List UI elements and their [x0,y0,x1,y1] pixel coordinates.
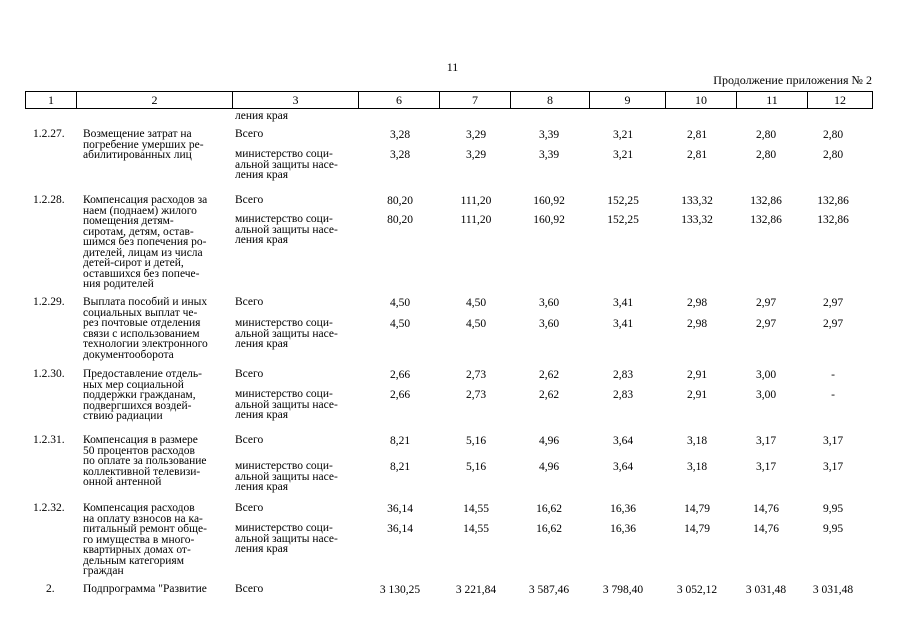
value-cell: 3,18 [686,461,708,473]
value-cell: 4,96 [538,461,560,473]
header-col-9: 9 [590,92,666,109]
value-cell: 3,18 [686,435,708,447]
value-cell: 3,21 [612,129,634,141]
row-code: 2. [46,583,55,595]
header-col-10: 10 [666,92,737,109]
value-cell: 132,86 [817,214,849,226]
value-cell: 2,91 [686,369,708,381]
row-name: Компенсация в размере 50 процентов расходов по оплате за пользование коллективной телевизи- онной антенной [83,434,207,488]
value-cell: 3,60 [538,297,560,309]
value-cell: 5,16 [465,461,487,473]
value-cell: 2,97 [755,297,777,309]
row-total-label: Всего [235,583,264,595]
row-code: 1.2.29. [33,296,65,308]
value-cell: 3 130,25 [379,584,421,596]
value-cell: 3 031,48 [812,584,854,596]
value-cell: 3,17 [755,461,777,473]
value-cell: 3,39 [538,149,560,161]
value-cell: 2,80 [822,129,844,141]
value-cell: 3,29 [465,149,487,161]
header-col-2: 2 [77,92,233,109]
value-cell: 2,73 [465,369,487,381]
value-cell: 2,80 [755,149,777,161]
table-header [25,91,873,109]
value-cell: 3,64 [612,461,634,473]
row-executor-label: министерство соци- альной защиты насе- ления края [235,388,338,421]
row-executor-label: министерство соци- альной защиты насе- ления края [235,148,338,181]
value-cell: 4,50 [465,297,487,309]
value-cell: 160,92 [533,214,565,226]
value-cell: 2,80 [822,149,844,161]
value-cell: 36,14 [387,503,413,515]
value-cell: 2,80 [755,129,777,141]
row-executor-label: министерство соци- альной защиты насе- ления края [235,317,338,350]
value-cell: - [831,369,835,381]
value-cell: 3,00 [755,369,777,381]
value-cell: 80,20 [387,214,413,226]
value-cell: 2,83 [612,389,634,401]
value-cell: 132,86 [750,214,782,226]
row-name: Возмещение затрат на погребение умерших ре- абилитированных лиц [83,128,204,161]
carryover-executor: ления края [235,110,289,122]
value-cell: 3,28 [389,149,411,161]
value-cell: 2,83 [612,369,634,381]
row-total-label: Всего [235,368,264,380]
row-code: 1.2.32. [33,502,65,514]
value-cell: 8,21 [389,461,411,473]
value-cell: 2,91 [686,389,708,401]
value-cell: 2,81 [686,129,708,141]
value-cell: 2,81 [686,149,708,161]
value-cell: 2,66 [389,369,411,381]
value-cell: 4,50 [465,318,487,330]
value-cell: 3,17 [822,461,844,473]
row-total-label: Всего [235,128,264,140]
row-code: 1.2.30. [33,368,65,380]
value-cell: 2,97 [755,318,777,330]
value-cell: 3,17 [822,435,844,447]
value-cell: 9,95 [822,523,844,535]
value-cell: 3 031,48 [745,584,787,596]
row-name: Выплата пособий и иных социальных выплат че- рез почтовые отделения связи с использованием технологии электронного документооборота [83,296,208,361]
value-cell: 3,41 [612,297,634,309]
value-cell: 36,14 [387,523,413,535]
header-col-6: 6 [359,92,440,109]
continuation-note: Продолжение приложения № 2 [713,73,872,87]
row-executor-label: министерство соци- альной защиты насе- ления края [235,522,338,555]
row-executor-label: министерство соци- альной защиты насе- ления края [235,213,338,246]
value-cell: 111,20 [460,195,492,207]
row-total-label: Всего [235,502,264,514]
row-executor-label: министерство соци- альной защиты насе- ления края [235,460,338,493]
value-cell: 4,50 [389,318,411,330]
value-cell: 14,79 [684,503,710,515]
page-number: 11 [446,60,459,74]
row-name: Подпрограмма "Развитие [83,583,207,595]
value-cell: 16,62 [536,523,562,535]
row-total-label: Всего [235,296,264,308]
row-code: 1.2.27. [33,128,65,140]
value-cell: 16,36 [610,523,636,535]
value-cell: 3 798,40 [602,584,644,596]
value-cell: 133,32 [681,195,713,207]
header-col-8: 8 [511,92,590,109]
value-cell: 152,25 [607,195,639,207]
header-col-1: 1 [26,92,77,109]
value-cell: 14,76 [753,503,779,515]
value-cell: 14,79 [684,523,710,535]
value-cell: 160,92 [533,195,565,207]
value-cell: 14,76 [753,523,779,535]
value-cell: 3,21 [612,149,634,161]
value-cell: 2,73 [465,389,487,401]
value-cell: 111,20 [460,214,492,226]
row-code: 1.2.31. [33,434,65,446]
row-total-label: Всего [235,194,264,206]
value-cell: 3,28 [389,129,411,141]
value-cell: 3,60 [538,318,560,330]
value-cell: 3,29 [465,129,487,141]
value-cell: 14,55 [463,503,489,515]
value-cell: 152,25 [607,214,639,226]
value-cell: 2,98 [686,318,708,330]
value-cell: 3 587,46 [528,584,570,596]
value-cell: 3,00 [755,389,777,401]
value-cell: 3,41 [612,318,634,330]
value-cell: 132,86 [750,195,782,207]
value-cell: 8,21 [389,435,411,447]
value-cell: 3 221,84 [455,584,497,596]
value-cell: 2,66 [389,389,411,401]
row-total-label: Всего [235,434,264,446]
value-cell: 3,64 [612,435,634,447]
value-cell: 3,17 [755,435,777,447]
value-cell: 2,62 [538,369,560,381]
row-name: Предоставление отдель- ных мер социальной поддержки гражданам, подвергшихся воздей- ствию радиации [83,368,202,422]
header-col-7: 7 [440,92,511,109]
value-cell: 3,39 [538,129,560,141]
value-cell: 2,97 [822,297,844,309]
value-cell: 16,62 [536,503,562,515]
row-code: 1.2.28. [33,194,65,206]
value-cell: 9,95 [822,503,844,515]
value-cell: 16,36 [610,503,636,515]
value-cell: - [831,389,835,401]
value-cell: 14,55 [463,523,489,535]
row-name: Компенсация расходов на оплату взносов на ка- питальный ремонт обще- го имущества в много- квартирных домах от- дельным категориям граждан [83,502,207,577]
value-cell: 3 052,12 [676,584,718,596]
value-cell: 4,50 [389,297,411,309]
header-col-11: 11 [737,92,808,109]
value-cell: 80,20 [387,195,413,207]
value-cell: 5,16 [465,435,487,447]
value-cell: 2,97 [822,318,844,330]
header-col-3: 3 [233,92,359,109]
value-cell: 132,86 [817,195,849,207]
value-cell: 133,32 [681,214,713,226]
row-name: Компенсация расходов за наем (поднаем) жилого помещения детям- сиротам, детям, остав- шимся без попечения ро- дителей, лицам из числа детей-сирот и детей, оставшихся без попече- ния родителей [83,194,208,290]
value-cell: 4,96 [538,435,560,447]
value-cell: 2,62 [538,389,560,401]
value-cell: 2,98 [686,297,708,309]
header-col-12: 12 [808,92,873,109]
